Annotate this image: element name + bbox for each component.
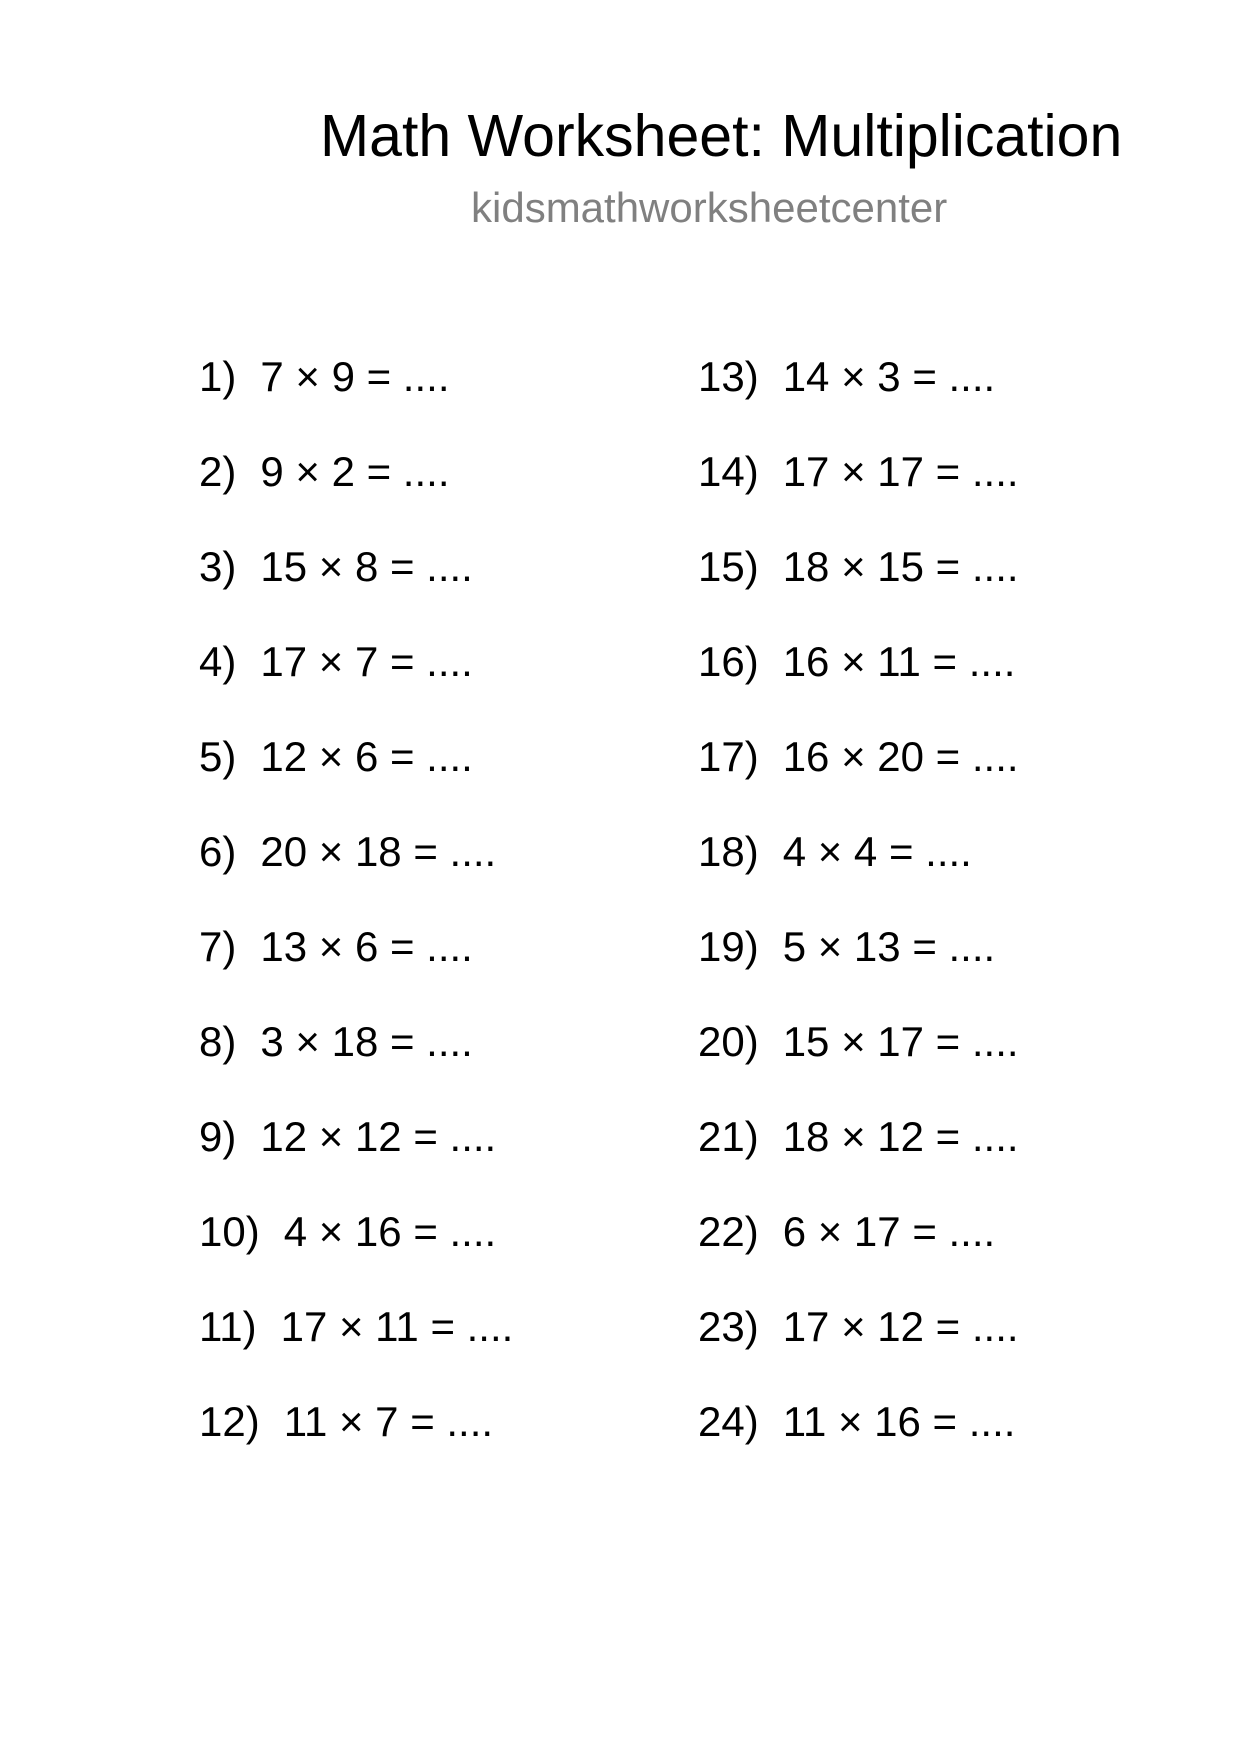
problem-expression: 17 × 12 = .... xyxy=(782,1303,1019,1350)
problem-item xyxy=(698,822,1168,917)
problem-expression: 11 × 7 = .... xyxy=(283,1398,494,1445)
problem-expression: 17 × 17 = .... xyxy=(782,448,1019,495)
problem-expression: 18 × 12 = .... xyxy=(782,1113,1019,1160)
problem-item xyxy=(199,727,669,822)
problem-expression: 12 × 12 = .... xyxy=(260,1113,497,1160)
problem-number: 19) xyxy=(698,923,759,970)
problem-expression: 14 × 3 = .... xyxy=(782,353,996,400)
problem-item xyxy=(698,1202,1168,1297)
problem-number: 6) xyxy=(199,828,237,875)
problem-item xyxy=(199,822,669,917)
problem-expression: 15 × 17 = .... xyxy=(782,1018,1019,1065)
problem-expression: 6 × 17 = .... xyxy=(782,1208,996,1255)
problem-item xyxy=(698,917,1168,1012)
problem-number: 17) xyxy=(698,733,759,780)
problem-item xyxy=(698,442,1168,537)
problems-column-left xyxy=(199,347,669,1487)
problem-number: 7) xyxy=(199,923,237,970)
problem-expression: 20 × 18 = .... xyxy=(260,828,497,875)
problem-item xyxy=(698,1392,1168,1487)
problem-expression: 4 × 16 = .... xyxy=(283,1208,497,1255)
problem-expression: 17 × 7 = .... xyxy=(260,638,473,685)
problem-item xyxy=(199,1012,669,1107)
problem-item xyxy=(698,537,1168,632)
problem-expression: 5 × 13 = .... xyxy=(782,923,996,970)
problem-number: 8) xyxy=(199,1018,237,1065)
problem-expression: 7 × 9 = .... xyxy=(260,353,450,400)
problem-expression: 13 × 6 = .... xyxy=(260,923,473,970)
problem-number: 23) xyxy=(698,1303,759,1350)
problem-expression: 18 × 15 = .... xyxy=(782,543,1019,590)
problem-expression: 15 × 8 = .... xyxy=(260,543,473,590)
problem-item xyxy=(698,727,1168,822)
problem-item xyxy=(199,1297,669,1392)
problem-item xyxy=(199,442,669,537)
problem-number: 3) xyxy=(199,543,237,590)
problem-item xyxy=(698,632,1168,727)
problem-number: 9) xyxy=(199,1113,237,1160)
problem-number: 2) xyxy=(199,448,237,495)
problem-item xyxy=(698,1297,1168,1392)
problem-expression: 11 × 16 = .... xyxy=(782,1398,1016,1445)
problem-number: 24) xyxy=(698,1398,759,1445)
problem-number: 12) xyxy=(199,1398,260,1445)
problem-number: 10) xyxy=(199,1208,260,1255)
problem-number: 15) xyxy=(698,543,759,590)
problem-number: 5) xyxy=(199,733,237,780)
problem-number: 4) xyxy=(199,638,237,685)
problem-item xyxy=(199,347,669,442)
problem-expression: 3 × 18 = .... xyxy=(260,1018,473,1065)
problem-expression: 17 × 11 = .... xyxy=(280,1303,514,1350)
problem-item xyxy=(698,347,1168,442)
problem-expression: 9 × 2 = .... xyxy=(260,448,450,495)
problem-number: 20) xyxy=(698,1018,759,1065)
problem-expression: 16 × 20 = .... xyxy=(782,733,1019,780)
problem-number: 22) xyxy=(698,1208,759,1255)
problem-number: 11) xyxy=(199,1303,257,1350)
problem-number: 16) xyxy=(698,638,759,685)
worksheet-subtitle: kidsmathworksheetcenter xyxy=(471,184,948,231)
problem-expression: 4 × 4 = .... xyxy=(782,828,972,875)
problems-column-right xyxy=(698,347,1168,1487)
problem-number: 14) xyxy=(698,448,759,495)
problem-item xyxy=(698,1107,1168,1202)
problem-item xyxy=(199,1392,669,1487)
problem-item xyxy=(199,917,669,1012)
problem-expression: 16 × 11 = .... xyxy=(782,638,1016,685)
problem-number: 21) xyxy=(698,1113,759,1160)
problem-number: 13) xyxy=(698,353,759,400)
problem-number: 18) xyxy=(698,828,759,875)
problem-item xyxy=(199,1202,669,1297)
problem-item xyxy=(698,1012,1168,1107)
problem-item xyxy=(199,537,669,632)
problem-item xyxy=(199,632,669,727)
problem-expression: 12 × 6 = .... xyxy=(260,733,473,780)
worksheet-title: Math Worksheet: Multiplication xyxy=(320,103,1123,169)
problem-number: 1) xyxy=(199,353,237,400)
problem-item xyxy=(199,1107,669,1202)
